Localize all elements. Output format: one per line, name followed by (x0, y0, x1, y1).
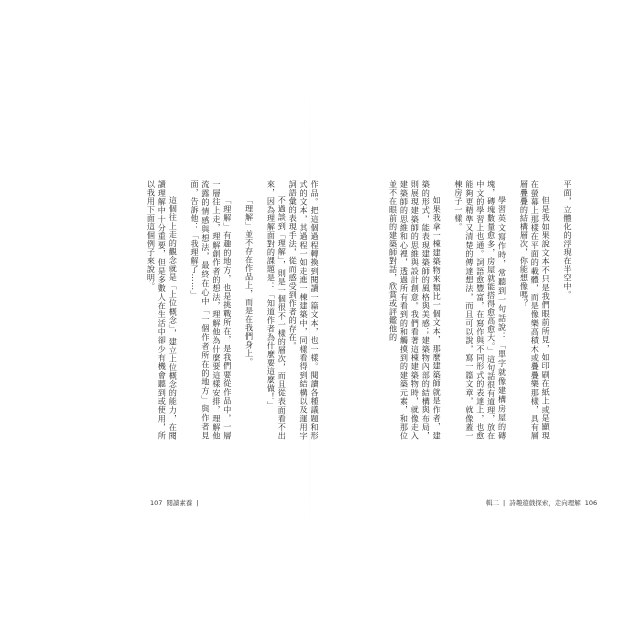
right-paragraph-2: 但是我如果說文本不只是我們眼前所見，如印刷在紙上或是顯現在螢幕上那樣在平面的載體，而是像樂高積木或疊疊樂那樣，具有層層疊疊的結構層次，你能想像嗎？ (519, 180, 552, 440)
left-page-footer (150, 498, 203, 507)
left-page (146, 180, 320, 440)
left-paragraph-3: 「理解」並不存在作品上，而是在我們身上。 (244, 196, 255, 367)
right-footer-separator: | (503, 499, 506, 507)
right-page (328, 180, 573, 440)
right-page-number: 106 (584, 499, 598, 507)
right-page-text (328, 180, 573, 440)
right-paragraph-4: 如果我拿一棟建築物來類比一個文本，那麼建築師就是作者，建築的形式，能表現建築師的風格與美感；建築物內部的結構與布局，則展現建築師的思維與設計創意。我們看著這棟建築物時，就像走入建築師的思維和心裡，透過所有看到的和觸摸到的建築元素，和那位並不在眼前的建築師對話，欣賞或評鑑他的 (388, 180, 443, 440)
right-paragraph-3: 學習英文寫作時，常聽到一句話說：「單字就像建構房屋的磚塊，磚塊數量愈多，房屋就能搭得愈高愈大。」這句話很有道理，放在中文的學習上也通。詞語愈豐富，在寫作與不同形式的表達上，也愈能夠更精準又清楚的傳達想法，而且可以說，寫一篇文章，就像蓋一棟房子一樣。 (453, 180, 508, 440)
right-paragraph-1: 平面，立體化的浮現在半空中。 (563, 180, 573, 299)
right-page-footer (486, 498, 601, 507)
left-paragraph-5: 這個往上走的觀念就是「上位概念」，建立上位概念的能力，在閱讀理解中十分重要，但是多數人在生活中卻少有機會聽到或使用，所以我用下面這個例子來說明。 (146, 180, 179, 440)
left-paragraph-1: 作品。把這個過程轉換到閱讀一篇文本，也一樣。閱讀各種議題和形式的文本，其過程一如走進一棟建築中，同樣看得到結構以及運用字詞語彙的表現手法，從而感受到作者的存在。 (288, 180, 320, 440)
left-footer-title: 閱讀素養 (166, 499, 193, 507)
left-paragraph-2: 不過談到「理解」，則是一個很不一樣的層次，而且從表面看不出來，因為理解面對的課題是：「知道作者為什麼要這麼做！」 (266, 180, 288, 440)
left-page-text (146, 180, 320, 440)
left-footer-separator: | (196, 499, 199, 507)
left-paragraph-4: 「理解」有趣的地方，也是挑戰所在，是我們要從作品中，一層一層往上走，理解創作者的想法，理解他為什麼要這樣安排，理解他流露的情感與想法，最終在心中「一個作者所在的地方」與作者見面，告訴他：「我理解了……」 (190, 180, 233, 440)
right-footer-title: 詩趣遊戲探索，走向理解 (509, 499, 581, 507)
right-footer-chapter: 輯二 (486, 499, 499, 507)
left-page-number: 107 (150, 499, 163, 507)
